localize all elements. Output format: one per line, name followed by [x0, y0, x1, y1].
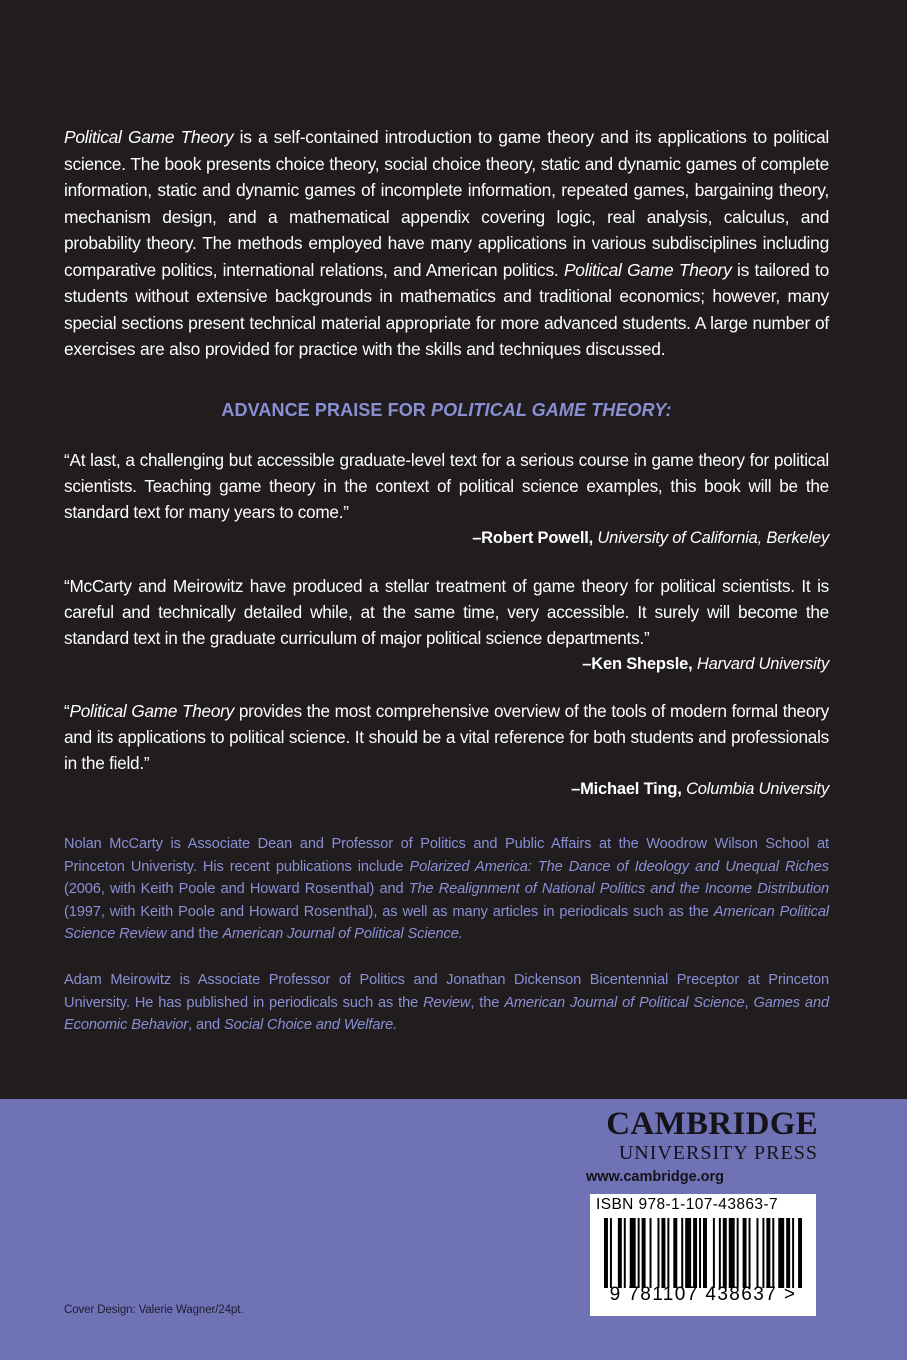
- quote-institution: Harvard University: [696, 655, 829, 673]
- bio-title: Review: [423, 994, 471, 1011]
- description-part-1: is a self-contained introduction to game theory and its applications to political science. The book presents choice theory, social choice theory, static and dynamic games of complete information, static and dynamic games of incomplete information, repeated games, bargaining theory, mechanism design, and a mathematical appendix covering logic, real analysis, calculus, and probability theory. The methods employed have many applications in various subdisciplines including comparative politics, international relations, and American politics.: [64, 127, 829, 280]
- barcode-bar: [766, 1218, 770, 1288]
- book-title-italic: Political Game Theory: [64, 127, 234, 147]
- barcode-bar: [743, 1218, 747, 1288]
- bio-title: Polarized America: The Dance of Ideology and Unequal Riches: [409, 858, 829, 875]
- barcode-bar: [699, 1218, 701, 1288]
- bio-text: (2006, with Keith Poole and Howard Rosenthal) and: [64, 881, 409, 898]
- barcode-bar: [661, 1218, 665, 1288]
- book-title-italic-2: Political Game Theory: [563, 259, 732, 280]
- barcode-bar: [618, 1218, 622, 1288]
- barcode-bar: [610, 1218, 612, 1288]
- praise-quote-ting: [64, 698, 829, 802]
- barcode-bar: [798, 1218, 802, 1288]
- barcode-bars: [604, 1218, 804, 1288]
- barcode-bar: [778, 1218, 784, 1288]
- barcode-bar: [630, 1218, 636, 1288]
- quote-institution: University of California, Berkeley: [597, 529, 829, 547]
- barcode-bar: [713, 1218, 715, 1288]
- barcode-bar: [624, 1218, 626, 1288]
- quote-book-title: Political Game Theory: [69, 701, 234, 721]
- isbn-label: ISBN 978-1-107-43863-7: [596, 1196, 778, 1213]
- barcode-bar: [772, 1218, 774, 1288]
- barcode-bar: [681, 1218, 683, 1288]
- barcode-bar: [703, 1218, 707, 1288]
- quote-open-mark: “: [64, 701, 70, 721]
- bio-title: Games and Economic Behavior: [64, 994, 829, 1034]
- quote-attribution: [64, 651, 829, 677]
- bio-title: American Political Science Review: [64, 903, 829, 943]
- praise-quote-shepsle: [64, 573, 829, 677]
- barcode-digits: 9 781107 438637 >: [609, 1284, 797, 1305]
- author-bio-mccarty: [64, 833, 829, 946]
- quote-author: –Robert Powell,: [472, 529, 593, 547]
- barcode-bar: [693, 1218, 697, 1288]
- quote-author: –Ken Shepsle,: [582, 655, 693, 673]
- barcode-bar: [719, 1218, 721, 1288]
- barcode-box: [590, 1194, 816, 1316]
- barcode-bar: [786, 1218, 790, 1288]
- description-part-2: is tailored to students without extensive backgrounds in mathematics and traditional economics; however, many special sections present technical material appropriate for more advanced students. A large number of exercises are also provided for practice with the skills and techniques discussed.: [64, 259, 829, 359]
- barcode-bar: [650, 1218, 652, 1288]
- publisher-logo-name: CAMBRIDGE: [606, 1106, 818, 1142]
- barcode-bar: [638, 1218, 640, 1288]
- bio-text: , and: [188, 1017, 224, 1034]
- bio-title: American Journal of Political Science: [504, 994, 745, 1011]
- praise-quote-powell: [64, 447, 829, 551]
- quote-text: “McCarty and Meirowitz have produced a stellar treatment of game theory for political scientists. It is careful and technically detailed while, at the same time, very accessible. It surely will become the standard text in the graduate curriculum of major political science departments.”: [64, 576, 829, 648]
- quote-attribution: [64, 776, 829, 802]
- quote-institution: Columbia University: [686, 780, 829, 798]
- bio-title: The Realignment of National Politics and the Income Distribution: [408, 881, 829, 898]
- barcode-bar: [749, 1218, 751, 1288]
- bio-text: Nolan McCarty is Associate Dean and Professor of Politics and Public Affairs at the Woodrow Wilson School at Princeton Univeristy. His recent publications include: [64, 836, 829, 875]
- praise-heading-title: POLITICAL GAME THEORY:: [431, 400, 672, 420]
- barcode-bar: [737, 1218, 739, 1288]
- barcode-bar: [667, 1218, 669, 1288]
- quote-attribution: [64, 525, 829, 551]
- bio-title: American Journal of Political Science.: [222, 926, 463, 943]
- bio-text: (1997, with Keith Poole and Howard Rosenthal), as well as many articles in periodicals such as the: [64, 903, 714, 920]
- bio-title: Social Choice and Welfare.: [223, 1017, 398, 1034]
- quote-text: “At last, a challenging but accessible graduate-level text for a serious course in game theory for political scientists. Teaching game theory in the context of political science examples, this book will be the standard text for many years to come.”: [64, 450, 829, 522]
- publisher-url: www.cambridge.org: [586, 1169, 725, 1185]
- bio-text: ,: [744, 994, 754, 1011]
- author-bio-meirowitz: [64, 969, 829, 1037]
- barcode-bar: [756, 1218, 758, 1288]
- praise-heading: [64, 400, 829, 421]
- quote-author: –Michael Ting,: [571, 780, 682, 798]
- barcode-bar: [792, 1218, 794, 1288]
- bio-text: , the: [470, 994, 505, 1011]
- barcode-bar: [604, 1218, 608, 1288]
- barcode-bar: [762, 1218, 764, 1288]
- barcode-bar: [729, 1218, 735, 1288]
- praise-heading-prefix: ADVANCE PRAISE FOR: [221, 400, 432, 420]
- cover-credit: Cover Design: Valerie Wagner/24pt.: [64, 1304, 244, 1316]
- barcode-bar: [673, 1218, 677, 1288]
- barcode-bar: [723, 1218, 727, 1288]
- barcode-bar: [657, 1218, 659, 1288]
- quote-text: provides the most comprehensive overview of the tools of modern formal theory and its applications to political science. It should be a vital reference for both students and professionals in the field.”: [64, 701, 829, 773]
- book-description: [64, 124, 829, 363]
- barcode-bar: [642, 1218, 646, 1288]
- bio-text: and the: [166, 926, 223, 943]
- publisher-logo-sub: UNIVERSITY PRESS: [618, 1142, 818, 1164]
- barcode-bar: [685, 1218, 691, 1288]
- bio-text: Adam Meirowitz is Associate Professor of Politics and Jonathan Dickenson Bicentennial Preceptor at Princeton University. He has published in periodicals such as the: [64, 972, 829, 1011]
